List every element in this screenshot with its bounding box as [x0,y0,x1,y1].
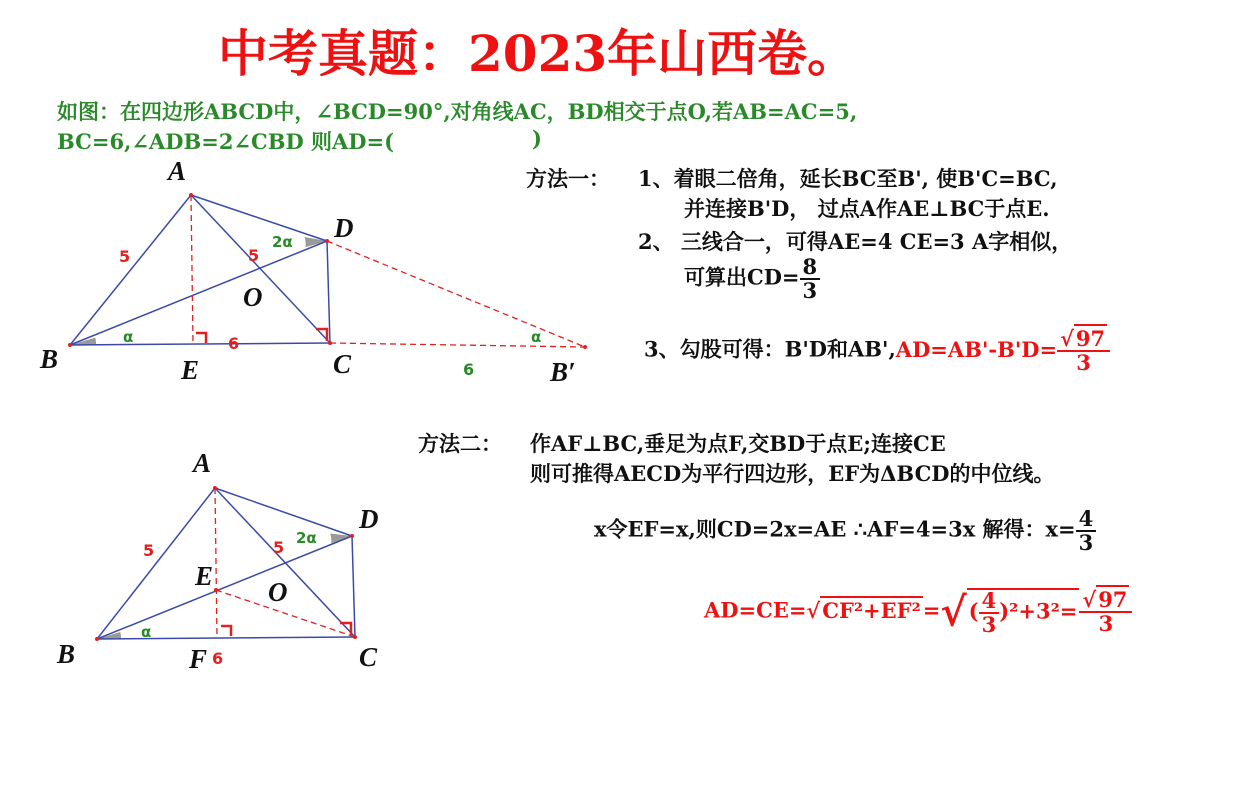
seg-label-ab: 5 [119,247,131,266]
point-b [68,343,72,347]
label2-c: C [359,642,378,672]
angle2-label-d: 2α [296,529,317,547]
label-a: A [168,156,187,186]
segment-ad [191,195,327,241]
seg2-label-fc: 6 [212,649,224,668]
segment2-af-dashed [215,488,217,638]
method2-final-fraction: $\frac{√97}{3}$ [1079,589,1132,635]
cd-numerator: 8 [802,254,818,279]
seg-label-cbp: 6 [463,360,475,379]
diagram-2 [56,448,379,674]
label2-e: E [195,561,214,591]
point-d [325,239,329,243]
point-bp [583,345,587,349]
method1-step3-text: 3、勾股可得：B'D和AB', [644,336,896,362]
method1-cd-text: 可算出CD= [684,264,800,290]
segment-cbp-dashed [330,343,585,347]
segment2-ad [215,488,352,536]
cd-denominator: 3 [800,278,821,302]
method2-final-radicand: 97 [1098,587,1128,612]
segment2-cd [352,536,355,637]
page-title: 中考真题：2023年山西卷。 [218,24,858,83]
problem-line-2-close: ) [532,126,542,151]
method2-line2: 则可推得AECD为平行四边形，EF为ΔBCD的中位线。 [530,461,1055,486]
segment-bc [70,343,330,345]
method2-inner-tail: )²+3²= [999,598,1078,624]
segment-dbp-dashed [327,241,585,347]
point2-e [214,588,218,592]
method2-sqrt-2: √( $\frac{4}{3}$ )²+3²= [940,588,1078,638]
problem-line-1: 如图：在四边形ABCD中，∠BCD=90°,对角线AC，BD相交于点O,若AB=AC=5, [57,99,858,124]
label-bp: B′ [550,357,576,387]
x-numerator: 4 [1078,506,1094,531]
method2-sqrt-1: √CF²+EF² [806,597,921,623]
angle-label-d: 2α [272,233,293,251]
method1-step1a: 1、着眼二倍角，延长BC至B', 使B'C=BC, [638,166,1058,191]
right-angle-e [196,333,206,343]
method2-line1: 作AF⊥BC,垂足为点F,交BD于点E;连接CE [530,431,946,456]
point-a [189,193,193,197]
problem-line-2: BC=6,∠ADB=2∠CBD 则AD=( [57,129,395,154]
segment-bd [70,241,327,345]
method2-eq: = [922,597,941,623]
point-c [328,341,332,345]
angle2-label-b: α [141,623,152,641]
label-c: C [333,349,352,379]
segment-ac [191,195,330,343]
label2-a: A [193,448,212,478]
method1-result-prefix: AD=AB'-B'D= [895,336,1058,362]
method1-label: 方法一： [526,166,610,191]
point2-b [95,637,99,641]
method2-final-denominator: 3 [1079,611,1132,635]
x-denominator: 3 [1076,530,1097,554]
label-e: E [181,355,200,385]
method1-step2a: 2、 三线合一，可得AE=4 CE=3 A字相似， [638,229,1073,254]
right-angle-c2 [340,623,351,635]
label-d: D [334,213,354,243]
seg2-label-ao: 5 [273,538,285,557]
method2-line3-text: x令EF=x,则CD=2x=AE ∴AF=4=3x 解得：x= [594,516,1076,542]
sqrt-symbol: √ [1060,326,1074,351]
seg-label-ao: 5 [248,246,260,265]
label-b: B [40,344,59,374]
angle-label-b: α [123,328,134,346]
point2-a [213,486,217,490]
point2-d [350,534,354,538]
method2-inner-numerator: 4 [981,588,997,613]
right-angle-f [221,626,231,636]
label2-d: D [359,504,379,534]
label2-f: F [189,644,208,674]
angle-label-bp: α [531,328,542,346]
seg2-label-ab: 5 [143,541,155,560]
method2-inner-denominator: 3 [979,612,1000,636]
segment-cd [327,241,330,343]
label2-b: B [57,639,76,669]
method1-step1b: 并连接B'D， 过点A作AE⊥BC于点E. [684,196,1050,221]
method2-inner-open: ( [968,598,979,624]
point2-c [353,635,357,639]
method2-result-prefix: AD=CE= [704,597,807,623]
segment-ab [70,195,191,345]
label2-o: O [268,577,288,607]
result-denominator: 3 [1057,350,1110,374]
method2-label: 方法二： [418,431,502,456]
diagram-1 [39,156,587,387]
label-o: O [243,282,263,312]
result-radicand: 97 [1075,326,1106,351]
seg-label-ec: 6 [228,334,240,353]
method2-radicand-1: CF²+EF² [822,597,921,623]
segment-ae-dashed [191,195,193,344]
segment2-bc [97,637,355,639]
